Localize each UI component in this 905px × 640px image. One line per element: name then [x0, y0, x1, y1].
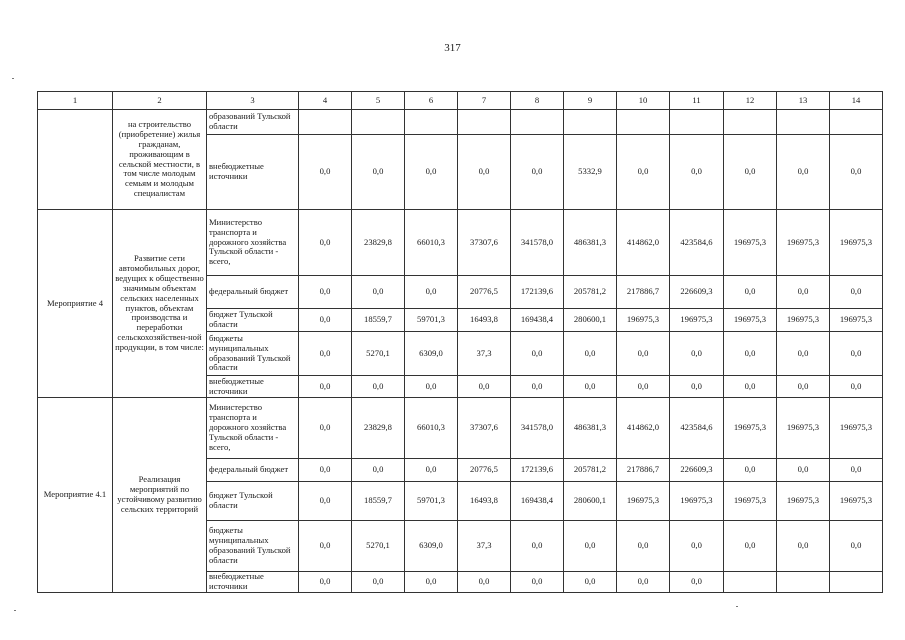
value-cell: 66010,3	[405, 398, 458, 459]
value-cell: 0,0	[617, 572, 670, 593]
header-cell: 4	[299, 92, 352, 110]
value-cell: 6309,0	[405, 521, 458, 572]
value-cell: 0,0	[670, 332, 724, 376]
value-cell: 0,0	[724, 135, 777, 210]
value-cell: 59701,3	[405, 309, 458, 332]
value-cell: 37307,6	[458, 398, 511, 459]
value-cell: 226609,3	[670, 276, 724, 309]
header-cell: 5	[352, 92, 405, 110]
header-cell: 8	[511, 92, 564, 110]
value-cell: 0,0	[564, 572, 617, 593]
value-cell: 0,0	[724, 276, 777, 309]
value-cell: 169438,4	[511, 482, 564, 521]
value-cell: 196975,3	[724, 309, 777, 332]
value-cell	[777, 572, 830, 593]
value-cell: 217886,7	[617, 459, 670, 482]
source-cell: внебюджетные источники	[207, 376, 299, 398]
value-cell: 0,0	[617, 376, 670, 398]
value-cell	[458, 110, 511, 135]
header-row	[38, 92, 883, 110]
value-cell: 414862,0	[617, 210, 670, 276]
value-cell: 205781,2	[564, 276, 617, 309]
value-cell: 196975,3	[617, 309, 670, 332]
value-cell: 18559,7	[352, 309, 405, 332]
table-row	[38, 110, 883, 135]
value-cell	[724, 572, 777, 593]
header-cell: 6	[405, 92, 458, 110]
value-cell: 0,0	[830, 276, 883, 309]
source-cell: Министерство транспорта и дорожного хозяйства Тульской области - всего,	[207, 210, 299, 276]
value-cell: 0,0	[777, 135, 830, 210]
value-cell: 0,0	[299, 482, 352, 521]
value-cell	[564, 110, 617, 135]
budget-table	[37, 91, 883, 593]
value-cell: 0,0	[724, 459, 777, 482]
value-cell: 196975,3	[777, 482, 830, 521]
source-cell: федеральный бюджет	[207, 459, 299, 482]
measure-label-cell	[38, 110, 113, 210]
value-cell: 423584,6	[670, 210, 724, 276]
value-cell: 196975,3	[617, 482, 670, 521]
value-cell: 486381,3	[564, 210, 617, 276]
measure-title-cell: Реализация мероприятий по устойчивому развитию сельских территорий	[113, 398, 207, 593]
value-cell: 217886,7	[617, 276, 670, 309]
value-cell: 0,0	[830, 332, 883, 376]
value-cell: 196975,3	[777, 309, 830, 332]
source-cell: бюджеты муниципальных образований Тульской области	[207, 521, 299, 572]
value-cell: 0,0	[299, 376, 352, 398]
value-cell	[352, 110, 405, 135]
value-cell	[405, 110, 458, 135]
value-cell: 0,0	[458, 135, 511, 210]
value-cell: 0,0	[511, 376, 564, 398]
value-cell: 0,0	[511, 332, 564, 376]
value-cell: 0,0	[511, 521, 564, 572]
value-cell: 341578,0	[511, 210, 564, 276]
value-cell: 0,0	[299, 398, 352, 459]
value-cell: 423584,6	[670, 398, 724, 459]
value-cell: 0,0	[405, 135, 458, 210]
value-cell	[830, 572, 883, 593]
value-cell: 196975,3	[724, 398, 777, 459]
value-cell	[670, 110, 724, 135]
value-cell: 0,0	[777, 276, 830, 309]
value-cell: 0,0	[299, 210, 352, 276]
value-cell: 172139,6	[511, 276, 564, 309]
value-cell: 0,0	[777, 332, 830, 376]
value-cell	[830, 110, 883, 135]
source-cell: федеральный бюджет	[207, 276, 299, 309]
value-cell: 0,0	[299, 332, 352, 376]
value-cell: 0,0	[670, 572, 724, 593]
value-cell: 196975,3	[830, 309, 883, 332]
value-cell: 196975,3	[670, 309, 724, 332]
value-cell: 0,0	[777, 521, 830, 572]
value-cell: 169438,4	[511, 309, 564, 332]
value-cell: 16493,8	[458, 309, 511, 332]
value-cell: 0,0	[777, 376, 830, 398]
value-cell: 0,0	[777, 459, 830, 482]
header-cell: 9	[564, 92, 617, 110]
source-cell: внебюджетные источники	[207, 135, 299, 210]
source-cell: бюджет Тульской области	[207, 309, 299, 332]
value-cell: 226609,3	[670, 459, 724, 482]
value-cell: 0,0	[299, 309, 352, 332]
value-cell: 0,0	[670, 521, 724, 572]
value-cell: 0,0	[724, 376, 777, 398]
value-cell: 205781,2	[564, 459, 617, 482]
source-cell: внебюджетные источники	[207, 572, 299, 593]
value-cell: 20776,5	[458, 276, 511, 309]
value-cell	[777, 110, 830, 135]
header-cell: 11	[670, 92, 724, 110]
value-cell: 18559,7	[352, 482, 405, 521]
table-row	[38, 210, 883, 276]
value-cell: 0,0	[830, 376, 883, 398]
value-cell	[299, 110, 352, 135]
value-cell: 0,0	[670, 135, 724, 210]
value-cell: 172139,6	[511, 459, 564, 482]
value-cell: 0,0	[299, 276, 352, 309]
value-cell: 16493,8	[458, 482, 511, 521]
value-cell: 0,0	[405, 276, 458, 309]
value-cell: 0,0	[830, 135, 883, 210]
value-cell: 196975,3	[777, 398, 830, 459]
value-cell: 280600,1	[564, 309, 617, 332]
page-number: 317	[444, 42, 461, 54]
value-cell: 0,0	[458, 572, 511, 593]
measure-label-cell: Мероприятие 4.1	[38, 398, 113, 593]
measure-label-cell: Мероприятие 4	[38, 210, 113, 398]
value-cell: 196975,3	[830, 482, 883, 521]
header-cell: 12	[724, 92, 777, 110]
source-cell: образований Тульской области	[207, 110, 299, 135]
value-cell: 0,0	[405, 459, 458, 482]
value-cell: 0,0	[352, 572, 405, 593]
value-cell: 0,0	[617, 332, 670, 376]
value-cell: 0,0	[352, 135, 405, 210]
value-cell: 37307,6	[458, 210, 511, 276]
value-cell: 66010,3	[405, 210, 458, 276]
value-cell: 0,0	[617, 521, 670, 572]
value-cell: 196975,3	[670, 482, 724, 521]
header-cell: 13	[777, 92, 830, 110]
value-cell: 0,0	[724, 521, 777, 572]
measure-title-cell: Развитие сети автомобильных дорог, ведущих к общественно значимым объектам сельских населенных пунктов, объектам производства и переработки сельскохозяйствен-ной продукции, в том числе:	[113, 210, 207, 398]
value-cell: 6309,0	[405, 332, 458, 376]
value-cell: 0,0	[511, 135, 564, 210]
value-cell: 196975,3	[724, 210, 777, 276]
value-cell: 0,0	[352, 376, 405, 398]
value-cell: 196975,3	[830, 398, 883, 459]
value-cell: 0,0	[458, 376, 511, 398]
value-cell: 5332,9	[564, 135, 617, 210]
value-cell: 0,0	[564, 332, 617, 376]
header-cell: 3	[207, 92, 299, 110]
value-cell: 196975,3	[777, 210, 830, 276]
value-cell: 37,3	[458, 521, 511, 572]
value-cell	[617, 110, 670, 135]
value-cell: 0,0	[405, 572, 458, 593]
value-cell: 0,0	[299, 135, 352, 210]
value-cell: 5270,1	[352, 521, 405, 572]
value-cell: 0,0	[830, 459, 883, 482]
value-cell: 196975,3	[724, 482, 777, 521]
value-cell: 0,0	[299, 459, 352, 482]
value-cell: 280600,1	[564, 482, 617, 521]
value-cell: 23829,8	[352, 210, 405, 276]
value-cell: 486381,3	[564, 398, 617, 459]
value-cell: 0,0	[564, 376, 617, 398]
header-cell: 2	[113, 92, 207, 110]
value-cell: 0,0	[830, 521, 883, 572]
value-cell: 23829,8	[352, 398, 405, 459]
value-cell	[724, 110, 777, 135]
value-cell: 414862,0	[617, 398, 670, 459]
table-row	[38, 398, 883, 459]
value-cell: 5270,1	[352, 332, 405, 376]
value-cell: 37,3	[458, 332, 511, 376]
source-cell: Министерство транспорта и дорожного хозяйства Тульской области - всего,	[207, 398, 299, 459]
value-cell: 0,0	[724, 332, 777, 376]
value-cell: 0,0	[405, 376, 458, 398]
value-cell: 0,0	[564, 521, 617, 572]
value-cell: 341578,0	[511, 398, 564, 459]
value-cell: 0,0	[617, 135, 670, 210]
value-cell: 0,0	[299, 572, 352, 593]
value-cell: 0,0	[352, 276, 405, 309]
value-cell: 0,0	[511, 572, 564, 593]
value-cell: 0,0	[670, 376, 724, 398]
value-cell: 196975,3	[830, 210, 883, 276]
value-cell: 20776,5	[458, 459, 511, 482]
header-cell: 1	[38, 92, 113, 110]
value-cell: 0,0	[299, 521, 352, 572]
value-cell: 0,0	[352, 459, 405, 482]
measure-title-cell: на строительство (приобретение) жилья гражданам, проживающим в сельской местности, в том числе молодым семьям и молодым специалистам	[113, 110, 207, 210]
header-cell: 14	[830, 92, 883, 110]
header-cell: 10	[617, 92, 670, 110]
header-cell: 7	[458, 92, 511, 110]
source-cell: бюджеты муниципальных образований Тульской области	[207, 332, 299, 376]
value-cell	[511, 110, 564, 135]
value-cell: 59701,3	[405, 482, 458, 521]
source-cell: бюджет Тульской области	[207, 482, 299, 521]
